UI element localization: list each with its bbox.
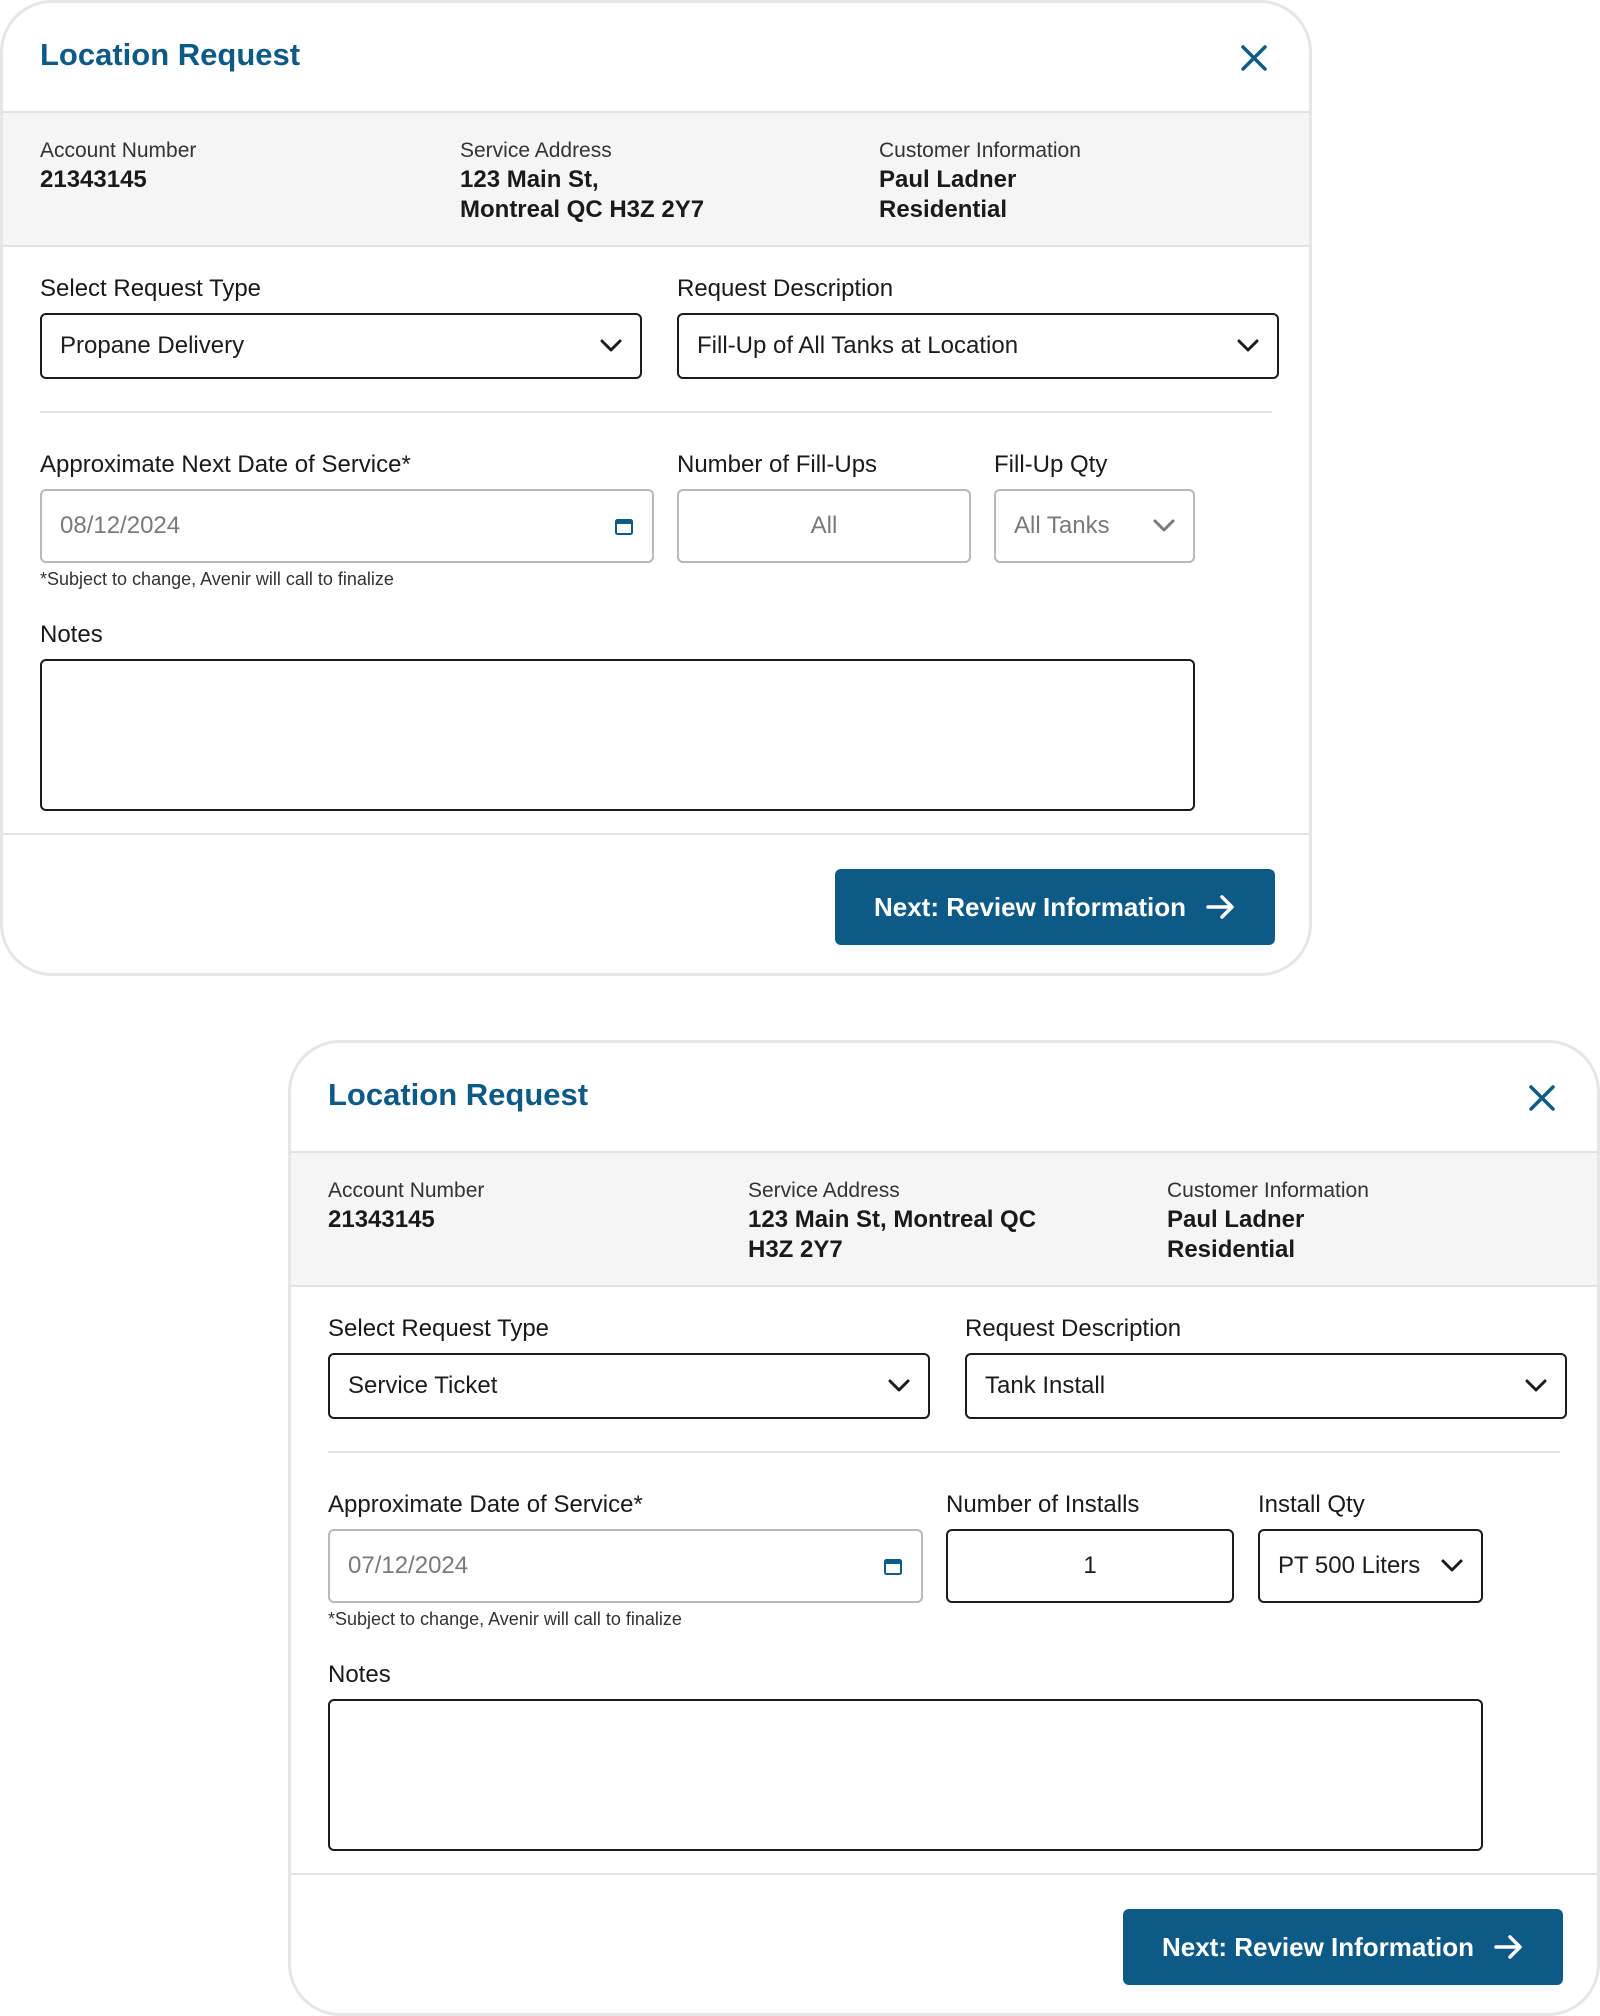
service-date-label: Approximate Date of Service* xyxy=(328,1491,643,1518)
service-date-hint: *Subject to change, Avenir will call to finalize xyxy=(40,569,394,589)
install-qty-select[interactable] xyxy=(1258,1529,1483,1603)
service-date-value: 07/12/2024 xyxy=(348,1552,469,1579)
request-type-select[interactable] xyxy=(328,1353,930,1419)
install-qty-label: Install Qty xyxy=(1258,1491,1365,1518)
notes-label: Notes xyxy=(328,1661,391,1688)
request-description-select[interactable] xyxy=(677,313,1279,379)
customer-info-block xyxy=(1167,1177,1567,1265)
service-address-block xyxy=(748,1177,1148,1265)
service-address-block xyxy=(460,137,860,225)
account-summary xyxy=(291,1153,1597,1287)
request-form xyxy=(3,247,1309,835)
installs-count-input[interactable] xyxy=(946,1529,1234,1603)
account-summary xyxy=(3,113,1309,247)
account-number-label: Account Number xyxy=(40,139,197,162)
section-divider xyxy=(328,1451,1560,1453)
service-date-input[interactable] xyxy=(40,489,654,563)
service-address-line2: H3Z 2Y7 xyxy=(748,1236,843,1263)
request-type-value: Service Ticket xyxy=(348,1372,498,1399)
modal-header xyxy=(3,3,1309,113)
chevron-down-icon xyxy=(600,339,622,353)
customer-info-block xyxy=(879,137,1279,225)
account-number-label: Account Number xyxy=(328,1179,485,1202)
service-address-line1: 123 Main St, xyxy=(460,166,599,193)
service-date-hint: *Subject to change, Avenir will call to finalize xyxy=(328,1609,682,1629)
customer-name: Paul Ladner xyxy=(879,166,1017,193)
modal-footer xyxy=(3,835,1309,976)
chevron-down-icon xyxy=(1525,1379,1547,1393)
section-divider xyxy=(40,411,1272,413)
fill-up-qty-select[interactable] xyxy=(994,489,1195,563)
request-type-label: Select Request Type xyxy=(40,275,262,302)
account-number-block xyxy=(328,1177,728,1235)
modal-title: Location Request xyxy=(328,1077,589,1112)
next-review-button[interactable] xyxy=(1123,1909,1563,1985)
service-address-label: Service Address xyxy=(748,1179,900,1202)
location-request-modal-service xyxy=(288,1040,1600,2016)
fill-ups-count-label: Number of Fill-Ups xyxy=(677,451,878,478)
notes-textarea[interactable] xyxy=(328,1699,1483,1851)
location-request-modal-propane xyxy=(0,0,1312,976)
notes-textarea[interactable] xyxy=(40,659,1195,811)
fill-up-qty-value: All Tanks xyxy=(1014,512,1110,539)
request-description-label: Request Description xyxy=(677,275,894,302)
customer-info-label: Customer Information xyxy=(879,139,1081,162)
service-address-line2: Montreal QC H3Z 2Y7 xyxy=(460,196,705,223)
chevron-down-icon xyxy=(1441,1559,1463,1573)
next-review-label: Next: Review Information xyxy=(873,891,1187,922)
close-icon[interactable] xyxy=(1239,43,1269,73)
chevron-down-icon xyxy=(888,1379,910,1393)
chevron-down-icon xyxy=(1153,519,1175,533)
next-review-label: Next: Review Information xyxy=(1161,1931,1475,1962)
request-type-value: Propane Delivery xyxy=(60,332,245,359)
service-address-line1: 123 Main St, Montreal QC xyxy=(748,1206,1037,1233)
service-date-label: Approximate Next Date of Service* xyxy=(40,451,411,478)
account-number-value: 21343145 xyxy=(328,1206,435,1233)
arrow-right-icon xyxy=(1206,894,1236,920)
fill-up-qty-label: Fill-Up Qty xyxy=(994,451,1108,478)
request-description-label: Request Description xyxy=(965,1315,1182,1342)
customer-type: Residential xyxy=(1167,1236,1296,1263)
request-description-select[interactable] xyxy=(965,1353,1567,1419)
customer-name: Paul Ladner xyxy=(1167,1206,1305,1233)
installs-count-value: 1 xyxy=(1083,1552,1097,1579)
next-review-button[interactable] xyxy=(835,869,1275,945)
request-form xyxy=(291,1287,1597,1875)
customer-info-label: Customer Information xyxy=(1167,1179,1369,1202)
close-icon[interactable] xyxy=(1527,1083,1557,1113)
account-number-value: 21343145 xyxy=(40,166,147,193)
request-type-label: Select Request Type xyxy=(328,1315,550,1342)
install-qty-value: PT 500 Liters xyxy=(1278,1552,1421,1579)
modal-header xyxy=(291,1043,1597,1153)
fill-ups-count-value: All xyxy=(810,512,838,539)
calendar-icon[interactable] xyxy=(883,1556,903,1576)
chevron-down-icon xyxy=(1237,339,1259,353)
modal-footer xyxy=(291,1875,1597,2016)
notes-label: Notes xyxy=(40,621,103,648)
service-address-label: Service Address xyxy=(460,139,612,162)
customer-type: Residential xyxy=(879,196,1008,223)
request-description-value: Fill-Up of All Tanks at Location xyxy=(697,332,1019,359)
modal-title: Location Request xyxy=(40,37,301,72)
request-description-value: Tank Install xyxy=(985,1372,1106,1399)
service-date-value: 08/12/2024 xyxy=(60,512,181,539)
installs-count-label: Number of Installs xyxy=(946,1491,1140,1518)
request-type-select[interactable] xyxy=(40,313,642,379)
service-date-input[interactable] xyxy=(328,1529,923,1603)
fill-ups-count-input[interactable] xyxy=(677,489,971,563)
account-number-block xyxy=(40,137,440,195)
calendar-icon[interactable] xyxy=(614,516,634,536)
arrow-right-icon xyxy=(1494,1934,1524,1960)
